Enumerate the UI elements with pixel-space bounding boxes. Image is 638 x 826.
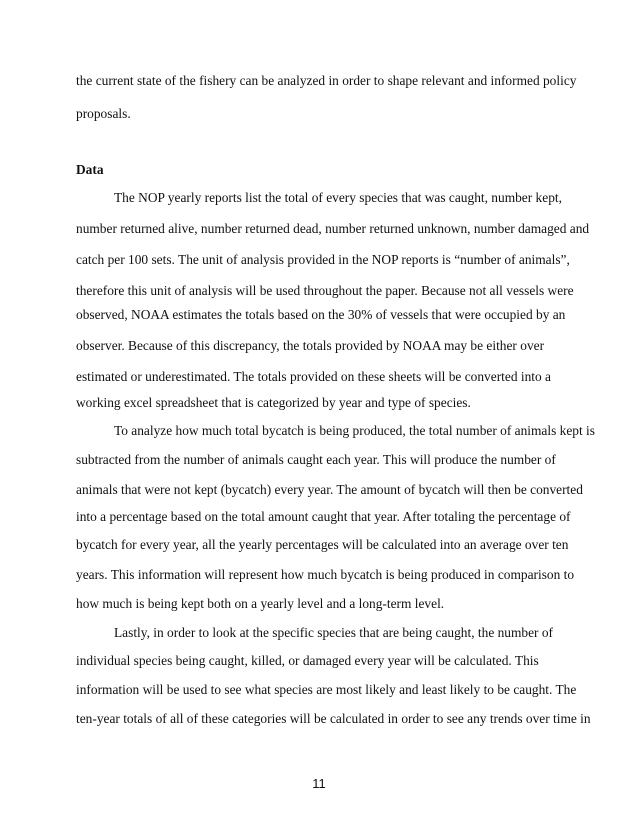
paragraph-line: bycatch for every year, all the yearly percentages will be calculated into an average over ten [76, 537, 569, 552]
paragraph-line: Lastly, in order to look at the specific species that are being caught, the number of [114, 625, 554, 640]
intro-line: proposals. [76, 106, 131, 121]
paragraph-line: into a percentage based on the total amount caught that year. After totaling the percentage of [76, 509, 571, 524]
intro-line: the current state of the fishery can be analyzed in order to shape relevant and informed policy [76, 73, 577, 88]
paragraph-line: ten-year totals of all of these categories will be calculated in order to see any trends over time in [76, 711, 591, 726]
paragraph-line: working excel spreadsheet that is categorized by year and type of species. [76, 395, 471, 410]
section-heading: Data [76, 162, 104, 177]
paragraph-line: therefore this unit of analysis will be used throughout the paper. Because not all vessels were [76, 283, 574, 298]
paragraph-line: how much is being kept both on a yearly level and a long-term level. [76, 596, 445, 611]
page-number: 11 [312, 776, 326, 791]
paragraph-line: information will be used to see what species are most likely and least likely to be caught. The [76, 682, 577, 697]
paragraph-line: animals that were not kept (bycatch) every year. The amount of bycatch will then be converted [76, 482, 583, 497]
paragraph-line: The NOP yearly reports list the total of every species that was caught, number kept, [114, 190, 562, 205]
paragraph-line: years. This information will represent how much bycatch is being produced in comparison to [76, 567, 575, 582]
paragraph-line: To analyze how much total bycatch is being produced, the total number of animals kept is [114, 423, 595, 438]
paragraph-line: number returned alive, number returned dead, number returned unknown, number damaged and [76, 221, 590, 236]
paragraph-line: observed, NOAA estimates the totals based on the 30% of vessels that were occupied by an [76, 307, 566, 322]
paragraph-line: subtracted from the number of animals caught each year. This will produce the number of [76, 452, 556, 467]
paragraph-line: estimated or underestimated. The totals provided on these sheets will be converted into a [76, 369, 551, 384]
paragraph-line: individual species being caught, killed, or damaged every year will be calculated. This [76, 653, 539, 668]
paragraph-line: catch per 100 sets. The unit of analysis provided in the NOP reports is “number of animals”, [76, 252, 570, 267]
paragraph-line: observer. Because of this discrepancy, the totals provided by NOAA may be either over [76, 338, 545, 353]
